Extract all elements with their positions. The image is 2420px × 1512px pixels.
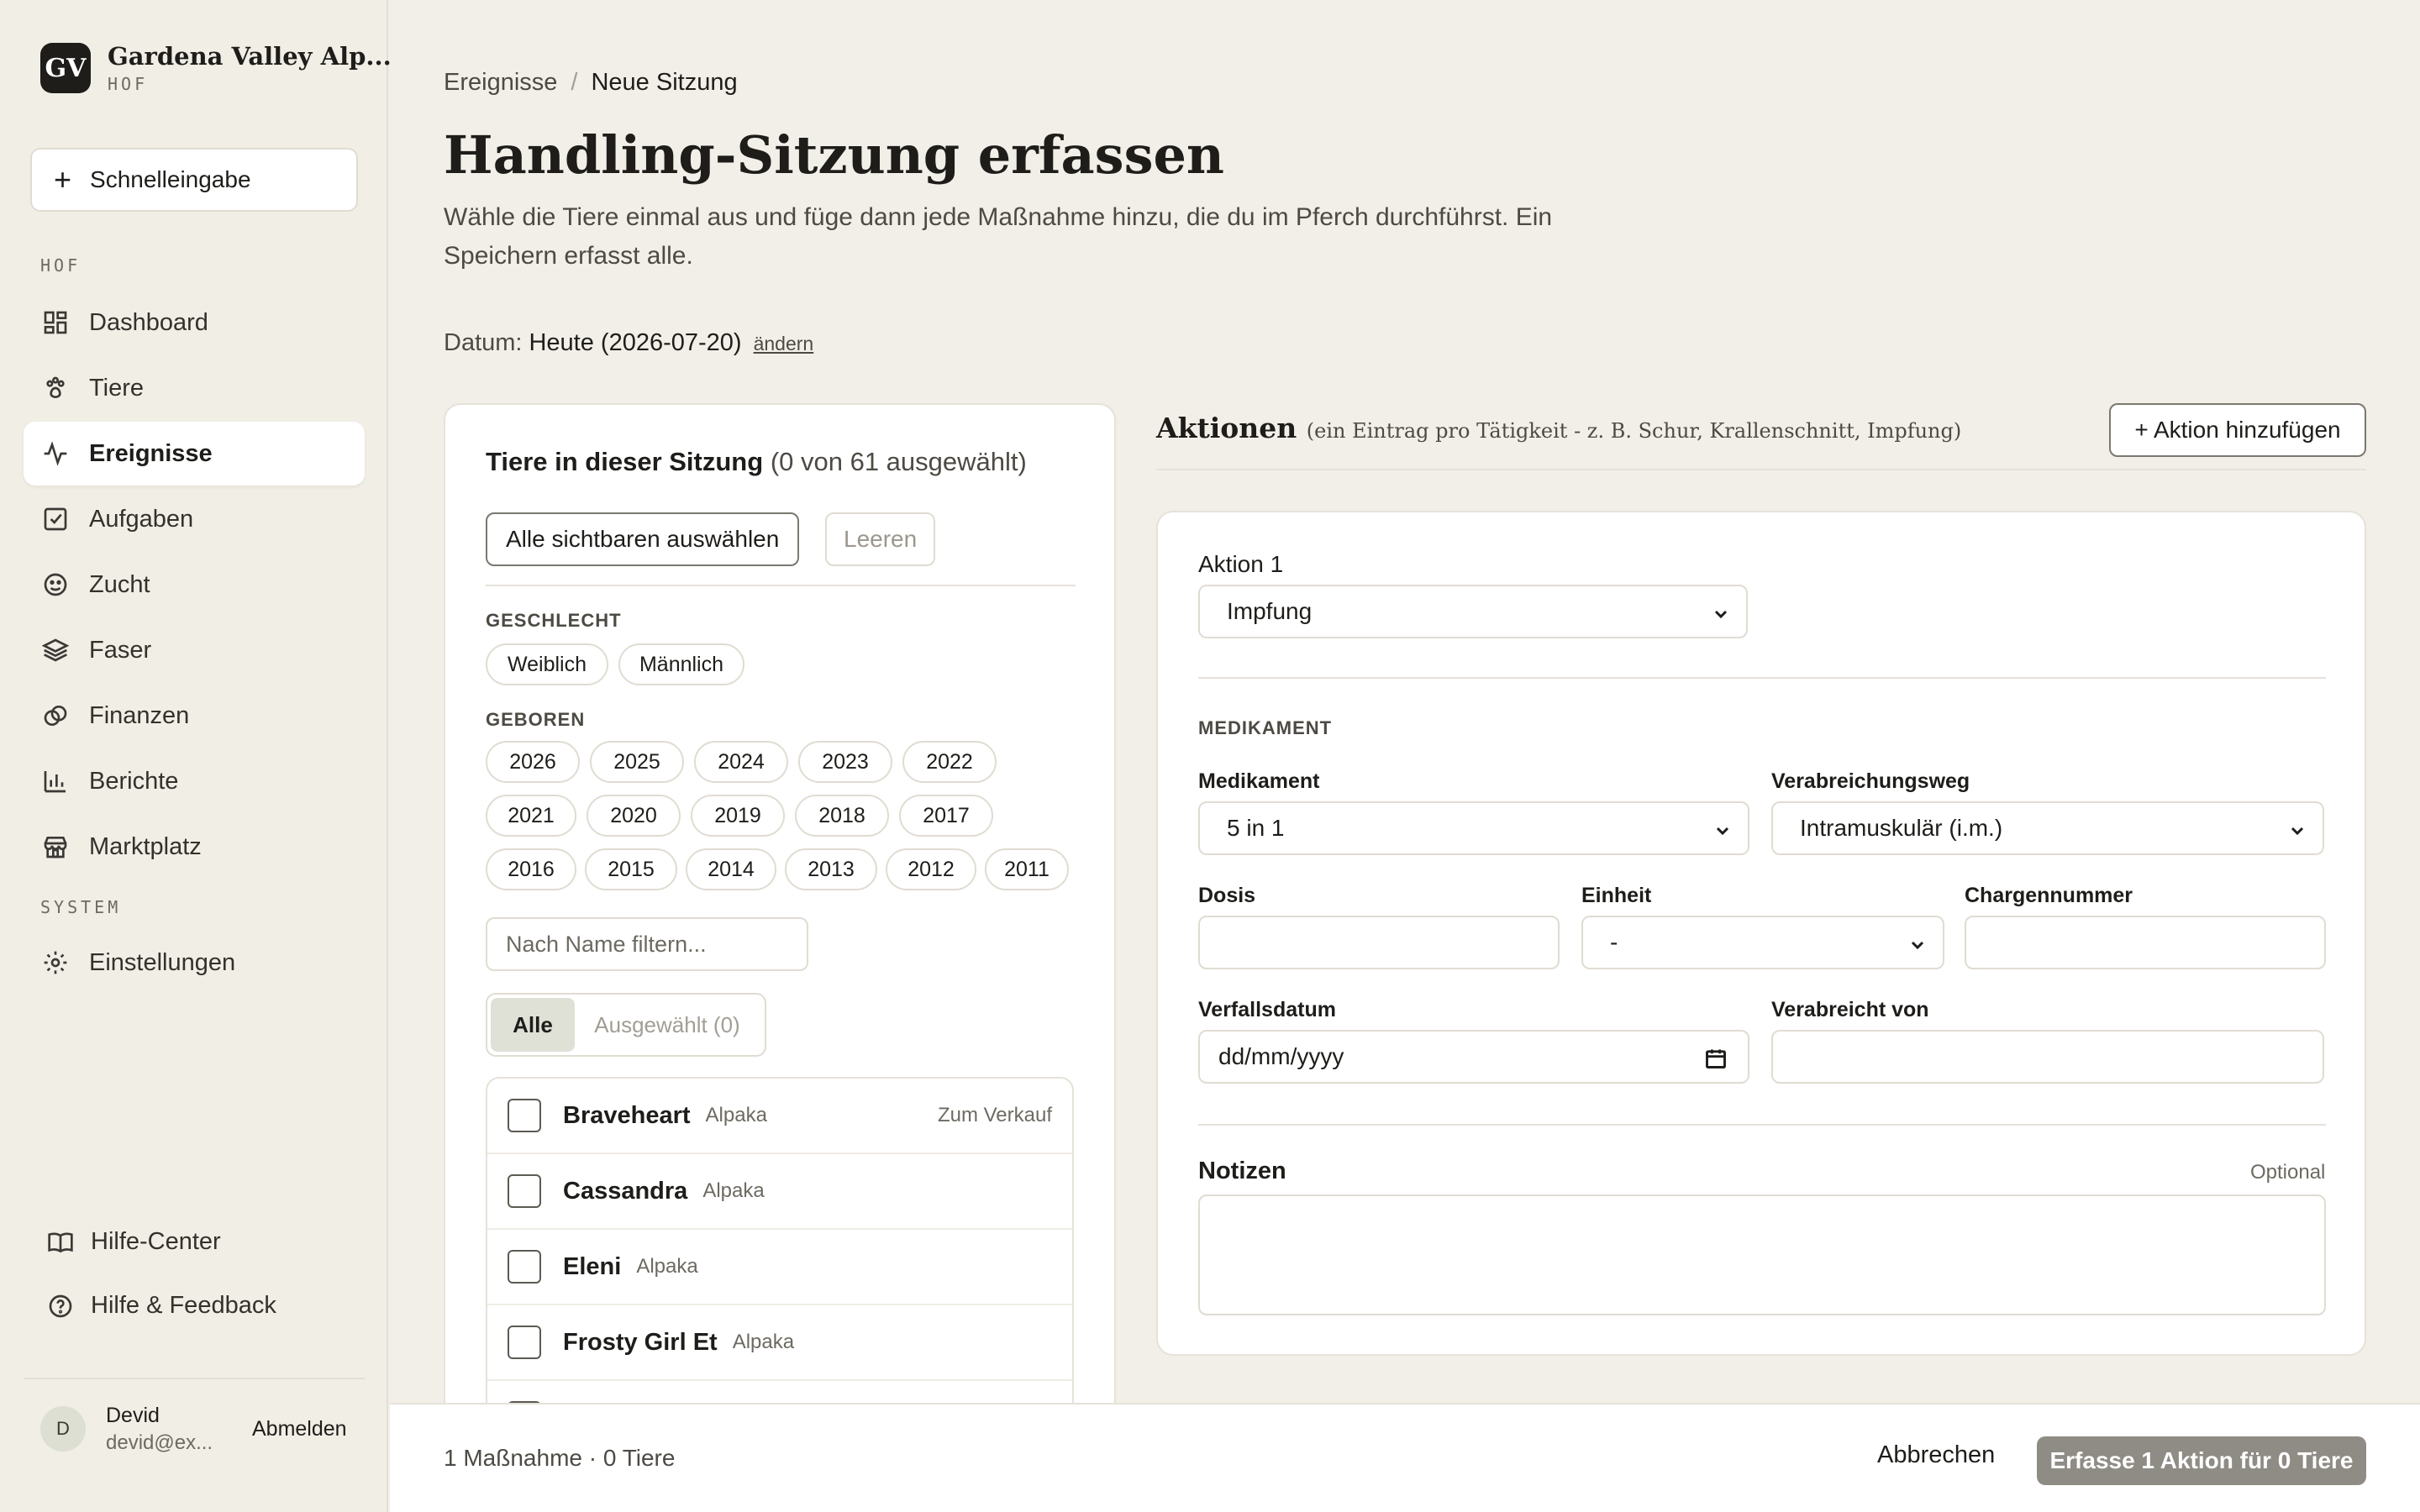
chevron-down-icon [1712, 820, 1733, 840]
chip-year-2013[interactable]: 2013 [785, 848, 877, 890]
list-item[interactable] [487, 1305, 1072, 1381]
coins-icon [42, 702, 69, 729]
checkbox-icon [42, 506, 69, 533]
gear-icon [42, 949, 69, 976]
user-email: devid@ex... [106, 1431, 213, 1454]
chip-year-2022[interactable]: 2022 [902, 741, 997, 783]
gender-filter-label: GESCHLECHT [486, 610, 622, 631]
sidebar-item-label: Finanzen [89, 701, 190, 729]
expiry-date-field[interactable] [1198, 1030, 1749, 1084]
sidebar-item-ereignisse[interactable] [24, 422, 365, 486]
footer-bar [390, 1403, 2420, 1512]
route-label: Verabreichungsweg [1771, 769, 1970, 793]
submit-button[interactable]: Erfasse 1 Aktion für 0 Tiere [2037, 1436, 2366, 1485]
book-icon [47, 1229, 74, 1256]
actions-hint: (ein Eintrag pro Tätigkeit - z. B. Schur, Krallenschnitt, Impfung) [1306, 419, 1962, 443]
footer-summary: 1 Maßnahme · 0 Tiere [444, 1445, 676, 1471]
list-item[interactable] [487, 1230, 1072, 1305]
divider [1156, 469, 2366, 470]
animal-checkbox[interactable] [508, 1099, 541, 1132]
sidebar-item-label: Tiere [89, 374, 144, 402]
brand[interactable] [40, 42, 392, 94]
sidebar-item-label: Ereignisse [89, 439, 213, 467]
given-by-field[interactable] [1771, 1030, 2324, 1084]
chip-year-2014[interactable]: 2014 [686, 848, 776, 890]
chevron-down-icon [1711, 603, 1731, 623]
sidebar-item-zucht[interactable] [24, 553, 365, 617]
animals-panel [444, 403, 1116, 1512]
clear-button[interactable]: Leeren [825, 512, 935, 566]
sidebar-item-label: Dashboard [89, 308, 208, 336]
sidebar-item-marktplatz[interactable] [24, 815, 365, 879]
chip-year-2026[interactable]: 2026 [486, 741, 580, 783]
chip-year-2016[interactable]: 2016 [486, 848, 576, 890]
animals-title [486, 447, 1027, 477]
store-icon [42, 833, 69, 860]
sidebar-item-label: Aufgaben [89, 505, 194, 533]
brand-name: Gardena Valley Alp... [108, 42, 392, 71]
dose-field[interactable] [1198, 916, 1560, 969]
unit-select[interactable] [1581, 916, 1944, 969]
breadcrumb-current: Neue Sitzung [591, 69, 738, 96]
animal-kind: Alpaka [702, 1179, 765, 1202]
sidebar-item-label: Marktplatz [89, 832, 202, 860]
animal-name: Frosty Girl Et [563, 1328, 718, 1356]
chip-year-2015[interactable]: 2015 [585, 848, 677, 890]
tab-selected[interactable]: Ausgewählt (0) [594, 1011, 740, 1037]
sidebar-item-label: Einstellungen [89, 948, 236, 976]
expiry-placeholder: dd/mm/yyyy [1218, 1043, 1344, 1069]
animal-kind: Alpaka [732, 1331, 795, 1353]
breadcrumb [444, 69, 738, 97]
chip-year-2023[interactable]: 2023 [798, 741, 892, 783]
layers-icon [42, 637, 69, 664]
tab-all[interactable]: Alle [491, 998, 575, 1052]
divider [486, 585, 1076, 586]
sidebar-item-dashboard[interactable] [24, 291, 365, 354]
plus-icon: + [54, 162, 72, 197]
chip-year-2024[interactable]: 2024 [694, 741, 788, 783]
chip-year-2021[interactable]: 2021 [486, 795, 576, 837]
medication-section-label: MEDIKAMENT [1198, 717, 1333, 738]
action-label: Aktion 1 [1198, 551, 1284, 577]
sidebar-item-label: Berichte [89, 767, 179, 795]
route-select[interactable] [1771, 801, 2324, 855]
help-center-label: Hilfe-Center [91, 1228, 221, 1255]
help-circle-icon [47, 1293, 74, 1320]
sidebar-item-finanzen[interactable] [24, 684, 365, 748]
animal-checkbox[interactable] [508, 1250, 541, 1284]
activity-icon [42, 440, 69, 467]
help-center-link[interactable] [47, 1228, 221, 1256]
sidebar [0, 0, 392, 1512]
actions-title-text: Aktionen [1156, 412, 1297, 444]
sidebar-item-tiere[interactable] [24, 356, 365, 420]
page-title: Handling-Sitzung erfassen [444, 124, 1225, 186]
chip-year-2025[interactable]: 2025 [590, 741, 684, 783]
born-filter-label: GEBOREN [486, 709, 586, 730]
sidebar-item-berichte[interactable] [24, 749, 365, 813]
user-box [24, 1378, 365, 1478]
given-by-label: Verabreicht von [1771, 998, 1929, 1021]
animal-name: Eleni [563, 1252, 622, 1280]
sidebar-item-aufgaben[interactable] [24, 487, 365, 551]
action-card [1156, 511, 2366, 1356]
notes-optional: Optional [2250, 1161, 2326, 1184]
chip-year-2011[interactable]: 2011 [985, 848, 1069, 890]
page-description: Wähle die Tiere einmal aus und füge dann jede Maßnahme hinzu, die du im Pferch durchführst. Ein Speichern erfasst alle. [444, 203, 1553, 270]
chip-year-2019[interactable]: 2019 [691, 795, 785, 837]
date-value: Heute (2026-07-20) [529, 329, 742, 356]
chip-year-2012[interactable]: 2012 [886, 848, 976, 890]
animal-kind: Alpaka [705, 1104, 767, 1126]
section-label-farm: HOF [40, 255, 82, 276]
user-name: Devid [106, 1403, 160, 1427]
action-type-value: Impfung [1227, 598, 1313, 624]
list-item[interactable] [487, 1154, 1072, 1230]
divider [1198, 1124, 2326, 1126]
animal-kind: Alpaka [636, 1255, 698, 1278]
sidebar-item-label: Faser [89, 636, 152, 664]
animal-checkbox[interactable] [508, 1326, 541, 1359]
actions-title [1156, 412, 1961, 444]
breadcrumb-parent[interactable]: Ereignisse [444, 69, 558, 96]
expiry-label: Verfallsdatum [1198, 998, 1336, 1021]
route-value: Intramuskulär (i.m.) [1800, 815, 2003, 841]
quick-entry-button[interactable] [30, 148, 358, 212]
calendar-icon[interactable] [1704, 1047, 1728, 1070]
unit-label: Einheit [1581, 884, 1652, 907]
batch-label: Chargennummer [1965, 884, 2133, 907]
batch-field[interactable] [1965, 916, 2326, 969]
help-feedback-link[interactable] [47, 1292, 276, 1320]
dose-label: Dosis [1198, 884, 1256, 907]
list-item[interactable] [487, 1079, 1072, 1154]
notes-label: Notizen [1198, 1158, 1286, 1184]
chip-female[interactable]: Weiblich [486, 643, 608, 685]
divider [1198, 677, 2326, 679]
date-change-link[interactable]: ändern [753, 333, 814, 354]
help-feedback-label: Hilfe & Feedback [91, 1292, 276, 1319]
cancel-button[interactable]: Abbrechen [1877, 1441, 1996, 1468]
animals-count: (0 von 61 ausgewählt) [770, 447, 1027, 476]
action-type-select[interactable] [1198, 585, 1748, 638]
select-all-button[interactable]: Alle sichtbaren auswählen [486, 512, 799, 566]
chevron-down-icon [1907, 934, 1928, 954]
chevron-down-icon [2287, 820, 2307, 840]
add-action-button[interactable]: + Aktion hinzufügen [2109, 403, 2366, 457]
sidebar-item-label: Zucht [89, 570, 150, 598]
breadcrumb-separator: / [571, 69, 578, 96]
brand-sub: HOF [108, 74, 149, 94]
animal-name: Cassandra [563, 1177, 688, 1205]
animal-name: Braveheart [563, 1101, 691, 1129]
chip-male[interactable]: Männlich [618, 643, 744, 685]
animal-tag: Zum Verkauf [937, 1104, 1052, 1126]
unit-value: - [1610, 929, 1618, 955]
section-label-system: SYSTEM [40, 897, 122, 917]
chip-year-2020[interactable]: 2020 [587, 795, 681, 837]
chip-year-2017[interactable]: 2017 [899, 795, 993, 837]
medication-select[interactable] [1198, 801, 1749, 855]
name-filter-input[interactable] [486, 917, 808, 971]
chip-year-2018[interactable]: 2018 [795, 795, 889, 837]
sidebar-item-faser[interactable] [24, 618, 365, 682]
quick-entry-label: Schnelleingabe [90, 166, 251, 192]
list-view-toggle [486, 993, 766, 1057]
date-line [444, 329, 813, 357]
date-label: Datum: [444, 329, 523, 356]
avatar[interactable]: D [40, 1406, 86, 1452]
animals-title-text: Tiere in dieser Sitzung [486, 447, 764, 476]
medication-label: Medikament [1198, 769, 1320, 793]
dashboard-icon [42, 309, 69, 336]
logout-button[interactable]: Abmelden [252, 1416, 347, 1441]
brand-logo: GV [40, 43, 91, 93]
animal-checkbox[interactable] [508, 1174, 541, 1208]
bar-chart-icon [42, 768, 69, 795]
notes-textarea[interactable] [1198, 1194, 2326, 1315]
sidebar-item-einstellungen[interactable] [24, 931, 365, 995]
face-icon [42, 571, 69, 598]
medication-value: 5 in 1 [1227, 815, 1285, 841]
paw-icon [42, 375, 69, 402]
